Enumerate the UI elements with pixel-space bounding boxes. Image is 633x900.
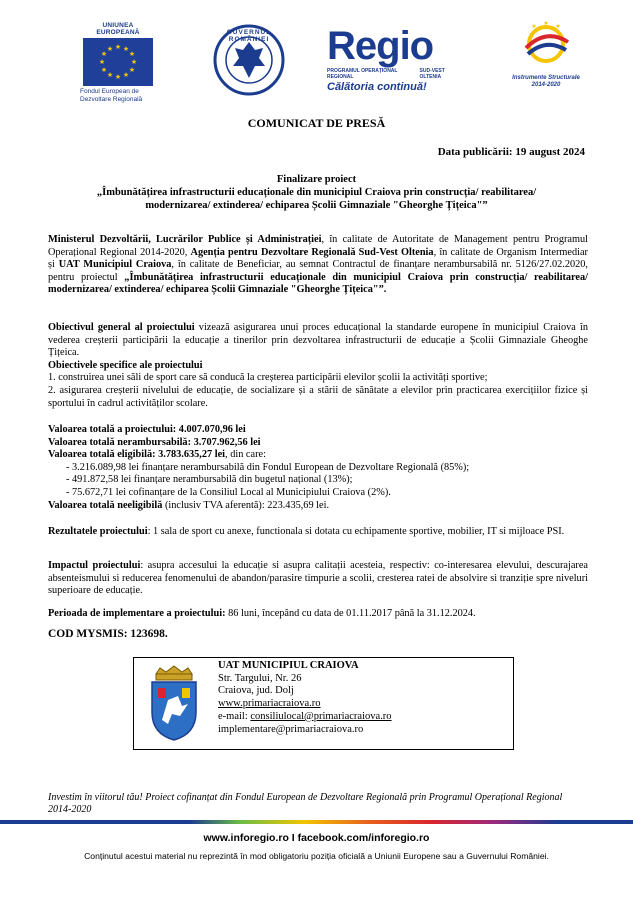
svg-text:★: ★ [531, 23, 537, 30]
specific-objective-2: 2. asigurarea creșterii nivelului de educație, de socializare și a stării de sănătate a elevilor prin practicarea exercițiilor fizice și sportului în cadrul activităților scolare. [48, 384, 588, 409]
results-paragraph [48, 526, 588, 539]
impact-paragraph [48, 560, 588, 598]
contact-email-link[interactable]: consiliulocal@primariacraiova.ro [250, 710, 392, 722]
regio-subline [327, 68, 465, 80]
objective-text: vizează asigurarea unui proces educațional la standarde europene în municipiul Craiova în vederea creșterii participării la educație a tinerilor prin dezvoltarea infrastructurii de educație a Școlii Gimnaziale Gheoghe Țițeica. [48, 322, 588, 359]
period-paragraph [48, 608, 588, 621]
svg-text:★: ★ [100, 50, 108, 58]
footer-cofinancing-note: Investim în viitorul tău! Proiect cofinanțat din Fondul European de Dezvoltare Regională prin Programul Operațional Regional 2014-2020 [48, 792, 563, 815]
contact-street: Str. Targului, Nr. 26 [218, 672, 302, 684]
results-label: Rezultatele proiectului [48, 526, 148, 537]
eu-logo-subtitle-2: Dezvoltare Regională [80, 96, 143, 103]
footer-color-bar [0, 820, 633, 824]
structural-instruments-logo [508, 18, 584, 89]
svg-text:★: ★ [555, 23, 561, 30]
ineligible-text: (inclusiv TVA aferentă): 223.435,69 lei. [162, 499, 330, 511]
publication-date: Data publicării: 19 august 2024 [437, 146, 585, 158]
total-value: Valoarea totală a proiectului: 4.007.070,96 lei [48, 424, 246, 435]
specific-objective-1: 1. construirea unei săli de sport care să conducă la creșterea participării elevilor școlii la activități sportive; [48, 372, 488, 384]
specific-objectives-label: Obiectivele specifice ale proiectului [48, 359, 203, 371]
svg-text:★: ★ [128, 66, 136, 74]
eu-logo [80, 22, 156, 104]
craiova-coat-of-arms-icon [148, 664, 200, 742]
structural-instruments-caption-1: Instrumente Structurale [512, 75, 580, 81]
regio-region-text: SUD-VEST OLTENIA [419, 68, 445, 80]
ministry-name: Ministerul Dezvoltării, Lucrărilor Publice și Administrației [48, 234, 322, 245]
ineligible-label: Valoarea totală neeligibilă [48, 499, 163, 511]
funding-item-1: - 3.216.089,98 lei finanțare nerambursabilă din Fondul European de Dezvoltare Regională (85%); [66, 461, 470, 473]
regio-logo [327, 26, 465, 93]
contact-email-2[interactable]: implementare@primariacraiova.ro [218, 723, 364, 735]
intro-project-title: „Îmbunătățirea infrastructurii educaționale din municipiul Craiova prin construcția/ reabilitarea/ modernizarea/ extinderea/ echiparea Școlii Gimnaziale "Gheorghe Țițeica"”. [48, 271, 588, 296]
values-section [48, 424, 588, 512]
funding-item-3: - 75.672,71 lei cofinanțare de la Consiliul Local al Municipiului Craiova (2%). [66, 486, 391, 498]
intro-text-2: , în calitate de Organism Intermediar și [48, 246, 588, 271]
svg-text:★: ★ [114, 73, 122, 81]
contact-website-link[interactable]: www.primariacraiova.ro [218, 698, 321, 710]
regio-word: Regio [327, 24, 434, 68]
project-title-line-1: Finalizare proiect [276, 174, 357, 185]
regio-wordmark [327, 26, 465, 66]
svg-text:★: ★ [543, 20, 549, 27]
footer-disclaimer: Conținutul acestui material nu reprezintă în mod obligatoriu poziția oficială a Uniunii Europene sau a Guvernului României. [84, 851, 549, 861]
eu-logo-subtitle-1: Fondul European de [80, 88, 139, 95]
results-text: : 1 sala de sport cu anexe, functionala si dotata cu echipamente sportive, mobilier, IT si mijloace PSI. [147, 526, 565, 537]
eu-flag-icon [83, 38, 153, 86]
svg-text:★: ★ [100, 66, 108, 74]
government-seal-logo [213, 24, 285, 96]
footer-links[interactable]: www.inforegio.ro I facebook.com/inforegio.ro [203, 832, 430, 844]
svg-text:★: ★ [114, 43, 122, 51]
objective-label: Obiectivul general al proiectului [48, 322, 195, 333]
page-title: COMUNICAT DE PRESĂ [247, 116, 386, 130]
project-title-line-3: modernizarea/ extinderea/ echiparea Școlii Gimnaziale "Gheorghe Țițeica"” [145, 200, 488, 211]
regio-slogan: Călătoria continuă! [327, 81, 427, 93]
period-text: 86 luni, începând cu data de 01.11.2017 până la 31.12.2024. [225, 608, 476, 619]
svg-text:★: ★ [98, 58, 106, 66]
impact-label: Impactul proiectului [48, 560, 141, 571]
eligible-suffix: , din care: [225, 449, 266, 461]
impact-text: : asupra accesului la educație si asupra calitații acesteia, respectiv: co-interesarea elevului, descurajarea absenteismului si reducerea fenomenului de abandon/parasire timpurie a scolii, cresterea ratei de absolvire si tranziție spre niveluri superioare de educație. [48, 560, 588, 597]
eu-logo-caption: UNIUNEA EUROPEANĂ [96, 22, 140, 36]
svg-text:★: ★ [106, 71, 114, 79]
svg-text:★: ★ [128, 50, 136, 58]
svg-text:★: ★ [130, 58, 138, 66]
government-seal-text: GUVERNUL ROMÂNIEI [226, 29, 272, 43]
period-label: Perioada de implementare a proiectului: [48, 608, 226, 619]
project-title [48, 173, 585, 212]
intro-paragraph [48, 234, 588, 297]
funding-item-2: - 491.872,58 lei finanțare nerambursabilă din bugetul național (13%); [66, 474, 353, 486]
structural-instruments-icon [508, 18, 584, 70]
mysmis-code: COD MYSMIS: 123698. [48, 628, 168, 640]
regio-program-text: PROGRAMUL OPERAȚIONAL REGIONAL [327, 68, 398, 80]
nonrefundable-value: Valoarea totală nerambursabilă: 3.707.962,56 lei [48, 436, 261, 448]
contact-name: UAT MUNICIPIUL CRAIOVA [218, 660, 359, 671]
contact-city: Craiova, jud. Dolj [218, 685, 294, 697]
beneficiary-name: UAT Municipiul Craiova [58, 259, 172, 271]
structural-instruments-caption-2: 2014-2020 [531, 82, 561, 88]
contact-email-label: e-mail: [218, 710, 251, 722]
contact-details [218, 660, 392, 736]
svg-text:★: ★ [122, 45, 130, 53]
intro-text-1: , în calitate de Autoritate de Management pentru Programul Operațional Regional 2014-2020, [48, 234, 588, 258]
agency-name: Agenția pentru Dezvoltare Regională Sud-Vest Oltenia [190, 246, 434, 258]
svg-text:★: ★ [106, 45, 114, 53]
svg-text:★: ★ [122, 71, 130, 79]
intro-text-3: , în calitate de Beneficiar, au semnat Contractul de finanțare nerambursabilă nr. 5126/27.02.2020, pentru proiectul [48, 259, 588, 283]
contact-email-line [218, 711, 392, 724]
project-title-line-2: „Îmbunătățirea infrastructurii educaționale din municipiul Craiova prin construcția/ reabilitarea/ [96, 187, 537, 198]
eligible-value: Valoarea totală eligibilă: 3.783.635,27 lei [48, 449, 226, 461]
objectives-section [48, 322, 588, 410]
